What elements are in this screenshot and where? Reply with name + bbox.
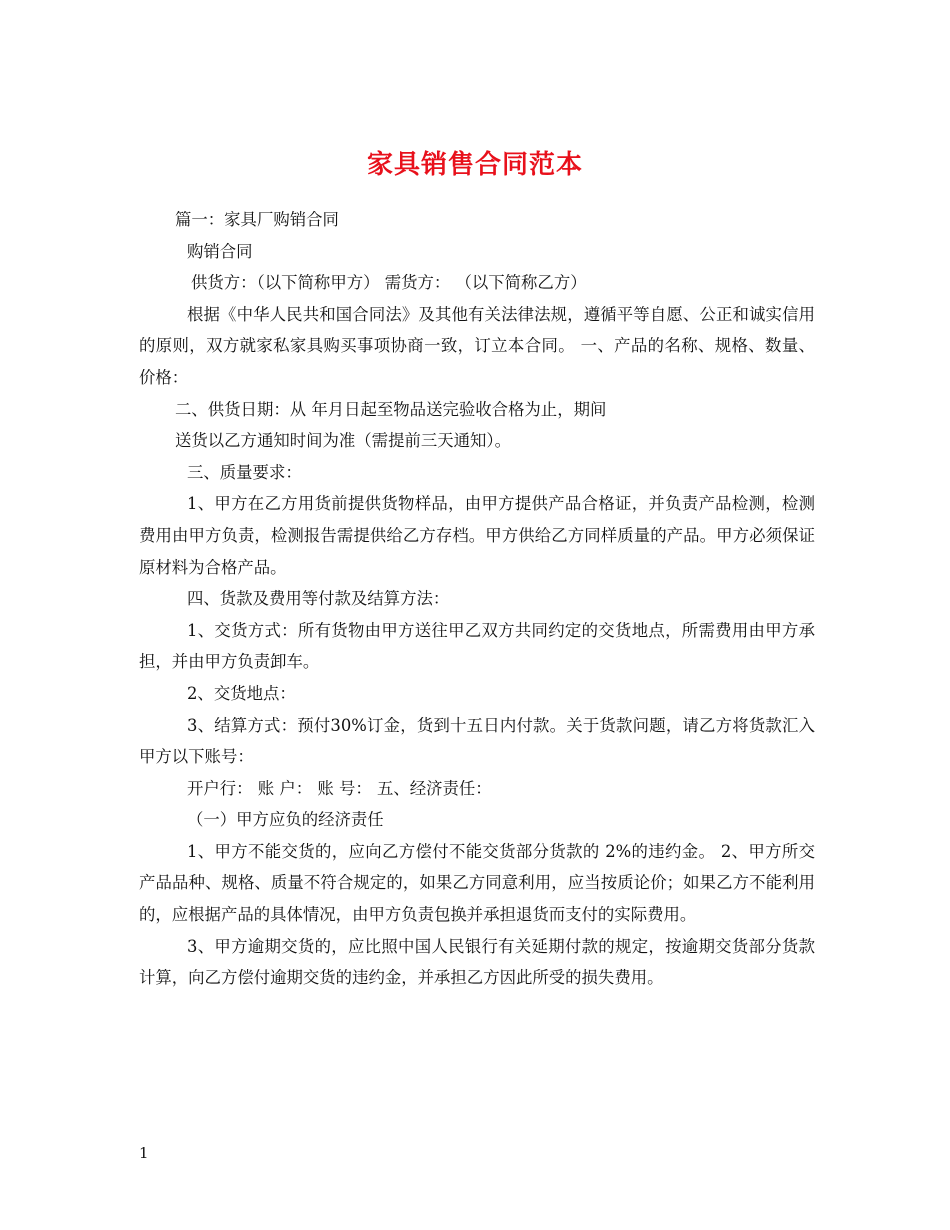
document-title: 家具销售合同范本: [366, 150, 583, 181]
paragraph-supply-date: 二、供货日期：从 年月日起至物品送完验收合格为止，期间: [175, 399, 607, 419]
paragraph-liability-clause-1: 1、甲方不能交货的，应向乙方偿付不能交货部分货款的 2%的违约金。 2、甲方所交产品品种、规格、质量不符合规定的，如果乙方同意利用，应当按质论价；如果乙方不能利用的，应根据产品的具体情况，由甲方负责包换并承担退货而支付的实际费用。: [139, 841, 815, 925]
paragraph-quality-clause: 1、甲方在乙方用货前提供货物样品，由甲方提供产品合格证，并负责产品检测，检测费用由甲方负责，检测报告需提供给乙方存档。甲方供给乙方同样质量的产品。甲方必须保证原材料为合格产品。: [139, 494, 815, 577]
paragraph-delivery-notice: 送货以乙方通知时间为准（需提前三天通知）。: [175, 431, 512, 451]
paragraph-preamble: 根据《中华人民共和国合同法》及其他有关法律法规，遵循平等自愿、公正和诚实信用的原则，双方就家私家具购买事项协商一致，订立本合同。 一、产品的名称、规格、数量、价格：: [139, 304, 815, 387]
paragraph-liability-heading: （一）甲方应负的经济责任: [187, 810, 384, 830]
paragraph-bank-account: 开户行： 账 户： 账 号： 五、经济责任：: [187, 778, 492, 798]
paragraph-delivery-method: 1、交货方式：所有货物由甲方送往甲乙双方共同约定的交货地点，所需费用由甲方承担，并由甲方负责卸车。: [139, 620, 815, 672]
page-number: 1: [139, 1144, 149, 1162]
document-body: [139, 204, 815, 994]
paragraph-settlement: 3、结算方式：预付30%订金，货到十五日内付款。关于货款问题，请乙方将货款汇入甲方以下账号：: [139, 715, 815, 767]
paragraph-delivery-location: 2、交货地点：: [187, 683, 296, 703]
paragraph-parties: 供货方：（以下简称甲方） 需货方： （以下简称乙方）: [191, 273, 587, 293]
paragraph-payment-heading: 四、货款及费用等付款及结算方法：: [187, 589, 450, 609]
paragraph-liability-clause-3: 3、甲方逾期交货的，应比照中国人民银行有关延期付款的规定，按逾期交货部分货款计算，向乙方偿付逾期交货的违约金，并承担乙方因此所受的损失费用。: [139, 936, 815, 988]
paragraph-contract-name: 购销合同: [187, 241, 253, 261]
paragraph-section-heading: 篇一：家具厂购销合同: [175, 210, 339, 229]
paragraph-quality-heading: 三、质量要求：: [187, 462, 302, 482]
